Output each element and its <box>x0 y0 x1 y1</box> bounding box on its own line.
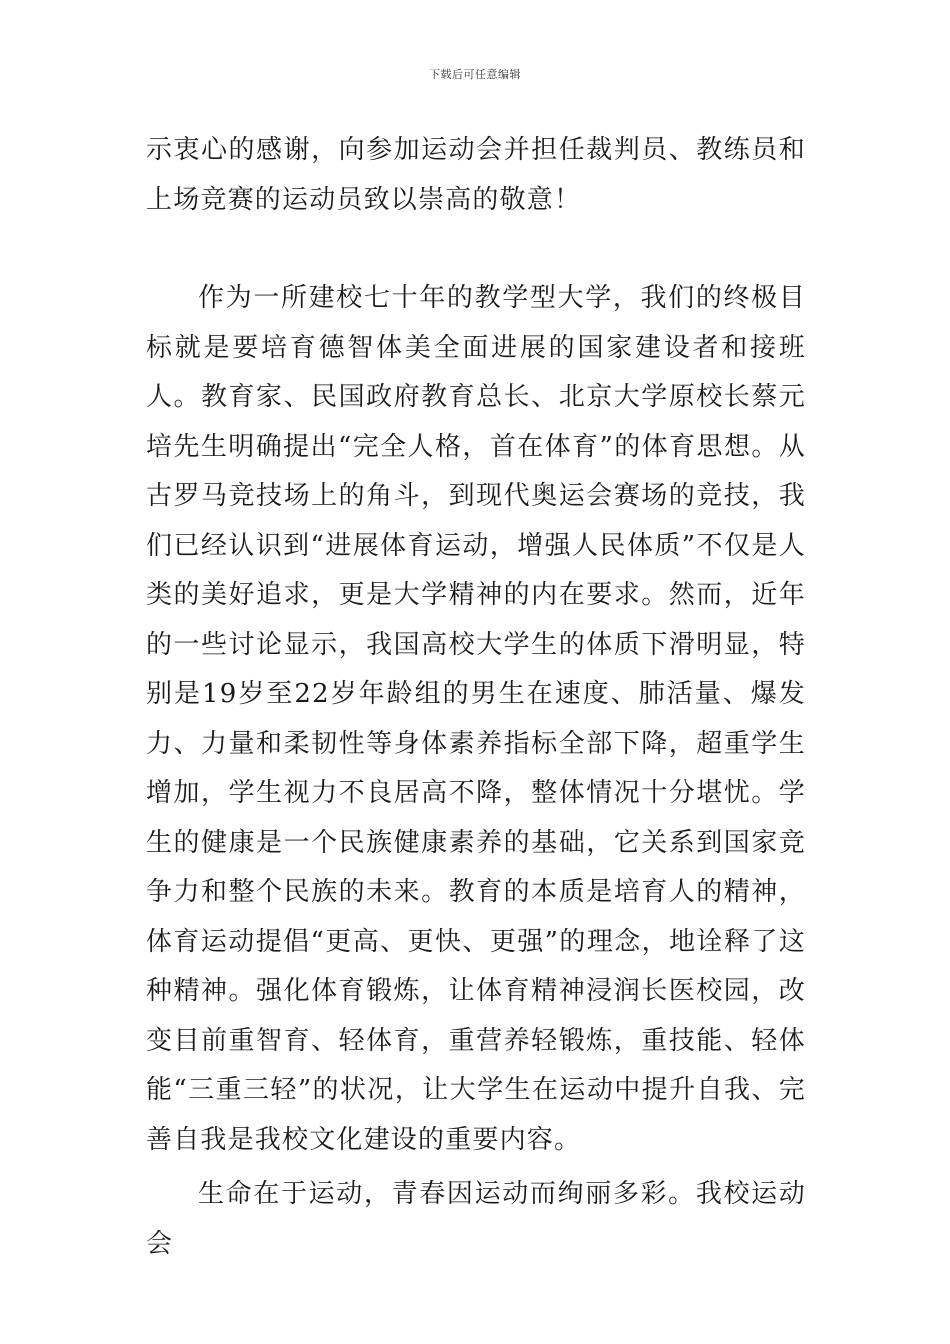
paragraph-closing-thanks: 示衷心的感谢，向参加运动会并担任裁判员、教练员和上场竞赛的运动员致以崇高的敬意！ <box>146 135 806 215</box>
page-header: 下载后可任意编辑 <box>429 68 521 81</box>
paragraph-life-in-motion: 生命在于运动，青春因运动而绚丽多彩。我校运动会 <box>146 1179 806 1259</box>
paragraph-education-goal: 作为一所建校七十年的教学型大学，我们的终极目标就是要培育德智体美全面进展的国家建设者和接班人。教育家、民国政府教育总长、北京大学原校长蔡元培先生明确提出“完全人格，首在体育”的体育思想。从古罗马竞技场上的角斗，到现代奥运会赛场的竞技，我们已经认识到“进展体育运动，增强人民体质”不仅是人类的美好追求，更是大学精神的内在要求。然而，近年的一些讨论显示，我国高校大学生的体质下滑明显，特别是19岁至22岁年龄组的男生在速度、肺活量、爆发力、力量和柔韧性等身体素养指标全部下降，超重学生增加，学生视力不良居高不降，整体情况十分堪忧。学生的健康是一个民族健康素养的基础，它关系到国家竞争力和整个民族的未来。教育的本质是培育人的精神，体育运动提倡“更高、更快、更强”的理念，地诠释了这种精神。强化体育锻炼，让体育精神浸润长医校园，改变目前重智育、轻体育，重营养轻锻炼，重技能、轻体能“三重三轻”的状况，让大学生在运动中提升自我、完善自我是我校文化建设的重要内容。 <box>146 283 806 1155</box>
